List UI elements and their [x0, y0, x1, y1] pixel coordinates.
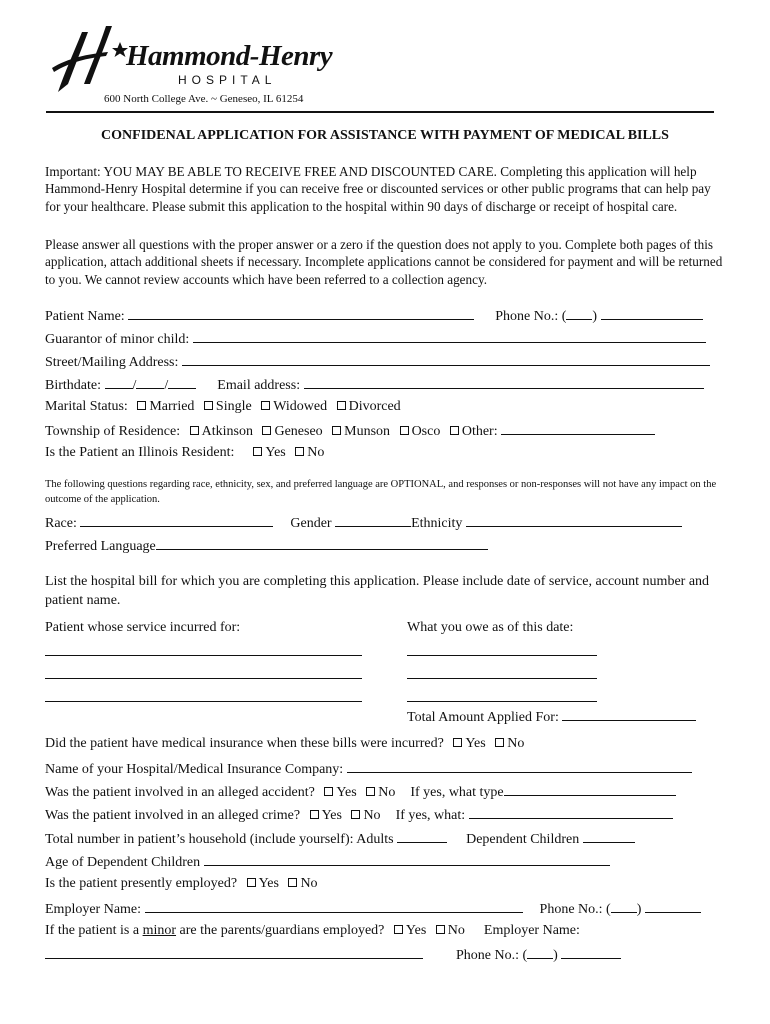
logo-name: Hammond-Henry [126, 40, 333, 72]
ages-field[interactable] [204, 850, 610, 866]
crime-what-label: If yes, what: [395, 808, 466, 823]
other-township-field[interactable] [501, 419, 655, 435]
resident-no-checkbox[interactable] [295, 447, 304, 456]
accident-type-field[interactable] [504, 780, 676, 796]
household-label: Total number in patient’s household (include yourself): Adults [45, 832, 394, 847]
important-paragraph: Important: YOU MAY BE ABLE TO RECEIVE FREE AND DISCOUNTED CARE. Completing this application will help Hammond-Henry Hospital determine if you can receive free or discounted services or other public programs that can help pay for your healthcare. Please submit this application to the hospital within 90 days of discharge or receipt of hospital care. [45, 164, 711, 214]
birth-month-field[interactable] [105, 373, 133, 389]
patient-name-field[interactable] [128, 304, 474, 320]
employed-question: Is the patient presently employed? [45, 876, 238, 891]
guarantor-field[interactable] [193, 327, 706, 343]
patient-name-row: Patient Name: Phone No.: ( ) [45, 304, 703, 326]
adults-field[interactable] [397, 827, 447, 843]
bill-amount-line-1[interactable] [407, 654, 597, 656]
employer-phone-label: Phone No.: ( [539, 902, 611, 917]
ages-row [45, 850, 610, 872]
crime-question: Was the patient involved in an alleged crime? [45, 808, 301, 823]
resident-row: Is the Patient an Illinois Resident: Yes No [45, 445, 325, 460]
divorced-checkbox[interactable] [337, 401, 346, 410]
accident-no-checkbox[interactable] [366, 787, 375, 796]
insurance-company-field[interactable] [347, 757, 692, 773]
street-row [45, 350, 710, 372]
accident-yes-checkbox[interactable] [324, 787, 333, 796]
parent-employer-row: Phone No.: ( ) [45, 943, 621, 965]
patient-column-header: Patient whose service incurred for: [45, 620, 241, 635]
birthdate-label: Birthdate: [45, 378, 101, 393]
insurance-row: Did the patient have medical insurance when these bills were incurred? Yes No [45, 736, 525, 751]
township-label: Township of Residence: [45, 424, 181, 439]
race-row [45, 511, 682, 533]
language-label: Preferred Language [45, 539, 156, 554]
insurance-company-label: Name of your Hospital/Medical Insurance Company: [45, 762, 344, 777]
phone-number-field[interactable] [601, 304, 703, 320]
employed-yes-checkbox[interactable] [247, 878, 256, 887]
insurance-yes-checkbox[interactable] [453, 738, 462, 747]
race-label: Race: [45, 516, 77, 531]
widowed-checkbox[interactable] [261, 401, 270, 410]
optional-note: The following questions regarding race, ethnicity, sex, and preferred language are OPTIONAL, and responses or non-responses will not have any impact on the outcome of the application. [45, 479, 717, 505]
accident-type-label: If yes, what type [410, 785, 504, 800]
employer-label: Employer Name: [45, 902, 142, 917]
logo-subtitle: HOSPITAL [178, 73, 277, 87]
dependents-field[interactable] [583, 827, 635, 843]
bill-patient-line-1[interactable] [45, 654, 362, 656]
accident-row: Was the patient involved in an alleged accident? Yes No If yes, what type [45, 780, 676, 802]
birth-day-field[interactable] [136, 373, 164, 389]
insurance-no-checkbox[interactable] [495, 738, 504, 747]
insurance-company-row [45, 757, 692, 779]
minor-word: minor [142, 923, 177, 938]
patient-name-label: Patient Name: [45, 309, 125, 324]
employed-row: Is the patient presently employed? Yes No [45, 876, 318, 891]
geneseo-checkbox[interactable] [262, 426, 271, 435]
crime-row: Was the patient involved in an alleged crime? Yes No If yes, what: [45, 803, 673, 825]
total-label: Total Amount Applied For: [407, 710, 559, 725]
resident-label: Is the Patient an Illinois Resident: [45, 445, 235, 460]
language-row [45, 534, 488, 556]
parents-no-checkbox[interactable] [436, 925, 445, 934]
insurance-question: Did the patient have medical insurance when these bills were incurred? [45, 736, 444, 751]
other-checkbox[interactable] [450, 426, 459, 435]
ethnicity-field[interactable] [466, 511, 682, 527]
parents-yes-checkbox[interactable] [394, 925, 403, 934]
munson-checkbox[interactable] [332, 426, 341, 435]
email-field[interactable] [304, 373, 704, 389]
married-checkbox[interactable] [137, 401, 146, 410]
bill-patient-line-3[interactable] [45, 700, 362, 702]
employer-phone-field[interactable] [645, 897, 701, 913]
header-divider [46, 111, 714, 113]
parent-phone-label: Phone No.: ( [456, 948, 528, 963]
dependents-label: Dependent Children [466, 832, 580, 847]
bill-amount-line-2[interactable] [407, 677, 597, 679]
osco-checkbox[interactable] [400, 426, 409, 435]
employer-field[interactable] [145, 897, 523, 913]
parent-phone-field[interactable] [561, 943, 621, 959]
birth-year-field[interactable] [168, 373, 196, 389]
street-label: Street/Mailing Address: [45, 355, 179, 370]
guarantor-row [45, 327, 706, 349]
crime-what-field[interactable] [469, 803, 673, 819]
accident-question: Was the patient involved in an alleged accident? [45, 785, 315, 800]
crime-no-checkbox[interactable] [351, 810, 360, 819]
ethnicity-label: Ethnicity [411, 516, 463, 531]
gender-field[interactable] [335, 511, 411, 527]
phone-area-field[interactable] [566, 304, 592, 320]
logo-h-star-icon [48, 22, 128, 94]
guarantor-label: Guarantor of minor child: [45, 332, 190, 347]
parent-employer-field[interactable] [45, 943, 423, 959]
employer-row: Employer Name: Phone No.: ( ) [45, 897, 701, 919]
household-row [45, 827, 635, 849]
street-field[interactable] [182, 350, 710, 366]
resident-yes-checkbox[interactable] [253, 447, 262, 456]
ages-label: Age of Dependent Children [45, 855, 201, 870]
bill-patient-line-2[interactable] [45, 677, 362, 679]
employer-phone-area-field[interactable] [611, 897, 637, 913]
gender-label: Gender [290, 516, 332, 531]
bill-amount-line-3[interactable] [407, 700, 597, 702]
hospital-logo [48, 22, 348, 94]
language-field[interactable] [156, 534, 488, 550]
hospital-address: 600 North College Ave. ~ Geneseo, IL 61254 [104, 93, 304, 105]
form-title: CONFIDENAL APPLICATION FOR ASSISTANCE WITH PAYMENT OF MEDICAL BILLS [101, 128, 669, 143]
atkinson-checkbox[interactable] [190, 426, 199, 435]
bills-instruction: List the hospital bill for which you are completing this application. Please include date of service, account number and patient name. [45, 574, 710, 608]
parent-employer-label: Employer Name: [483, 923, 580, 938]
birthdate-row: Birthdate: / / Email address: [45, 373, 704, 395]
marital-row: Marital Status: Married Single Widowed Divorced [45, 399, 401, 414]
instructions-paragraph: Please answer all questions with the proper answer or a zero if the question does not apply to you. Complete both pages of this application, attach additional sheets if necessary. Incomplete applications cannot be considered for payment and will be returned to you. We cannot review accounts which have been referred to a collection agency. [45, 237, 723, 287]
race-field[interactable] [80, 511, 273, 527]
total-row [407, 705, 696, 727]
single-checkbox[interactable] [204, 401, 213, 410]
minor-row: If the patient is a minor are the parents/guardians employed? Yes No Employer Name: [45, 923, 580, 938]
marital-label: Marital Status: [45, 399, 128, 414]
email-label: Email address: [217, 378, 301, 393]
parent-phone-area-field[interactable] [527, 943, 553, 959]
owe-column-header: What you owe as of this date: [407, 620, 574, 635]
total-field[interactable] [562, 705, 696, 721]
phone-label: Phone No.: ( [495, 309, 567, 324]
township-row: Township of Residence: Atkinson Geneseo Munson Osco Other: [45, 419, 655, 441]
crime-yes-checkbox[interactable] [310, 810, 319, 819]
employed-no-checkbox[interactable] [288, 878, 297, 887]
